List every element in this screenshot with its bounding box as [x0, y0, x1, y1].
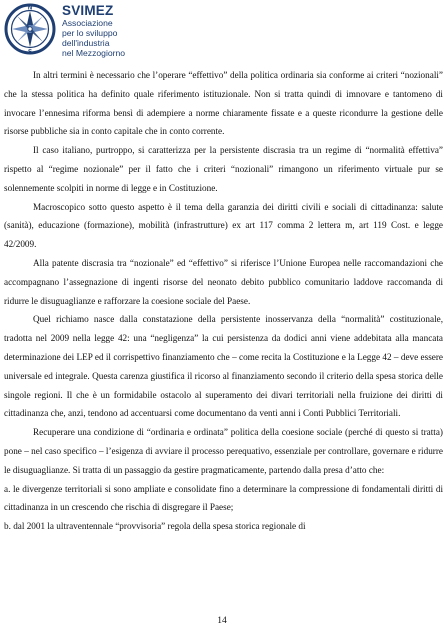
paragraph: Recuperare una condizione di “ordinaria e ordinata” politica della coesione sociale (perché di questo si tratta) pone – nel caso specifico – l’esigenza di avviare il processo perequativo, essenziale per controllare, governare e ridurre le disuguaglianze. Si tratta di un passaggio da gestire pragmaticamente, partendo dalla presa d’atto che:	[4, 427, 443, 475]
paragraph: Il caso italiano, purtroppo, si caratterizza per la persistente discrasia tra un regime di “normalità effettiva” rispetto al “regime nozionale” per il fatto che i criteri “nozionali” rimangono un riferimento virtuale pur se solennemente scolpiti in norme di legge e in Costituzione.	[4, 145, 443, 193]
organization-subtitle-line: per lo sviluppo	[62, 28, 118, 38]
organization-name: SVIMEZ	[62, 3, 114, 18]
organization-subtitle-line: Associazione	[62, 18, 113, 28]
organization-subtitle-line: nel Mezzogiorno	[62, 48, 126, 58]
list-item: a. le divergenze territoriali si sono ampliate e consolidate fino a determinare la compressione di fondamentali diritti di cittadinanza in un crescendo che rischia di disgregare il Paese;	[4, 483, 443, 513]
list-item: b. dal 2001 la ultraventennale “provvisoria” regola della spesa storica regionale di	[4, 521, 306, 532]
letterhead	[4, 3, 164, 58]
organization-subtitle-line: dell'industria	[62, 38, 110, 48]
paragraph: Alla patente discrasia tra “nozionale” ed “effettivo” si riferisce l’Unione Europea nelle raccomandazioni che accompagnano l’assegnazione di ingenti risorse del neonato debito pubblico comunitario laddove raccomanda di ridurre le disuguaglianze e rafforzare la coesione sociale del Paese.	[4, 257, 443, 306]
paragraph: In altri termini è necessario che l’operare “effettivo” della politica ordinaria sia conforme ai criteri “nozionali” che la stessa politica ha definito quale riferimento istituzionale. Non si tratta quindi di imnovare e tantomeno di invocare l’ennesima riforma bensì di adempiere a norme chiaramente fissate e a queste ricondurre la gestione delle risorse pubbliche sia in conto capitale che in conto corrente.	[4, 70, 443, 137]
logo-letter-s: S	[27, 49, 33, 55]
paragraph: Quel richiamo nasce dalla constatazione della persistente inosservanza della “normalità” costituzionale, tradotta nel 2009 nella legge 42: una “negligenza” la cui persistenza da dodici anni viene addebitata alla mancata determinazione dei LEP ed il corrispettivo finanziamento che – come recita la Costituzione e la Legge 42 – deve essere universale ed integrale. Questa carenza giustifica il ricorso al finanziamento secondo il criterio della spesa storica delle singole regioni. Il che è un formidabile ostacolo al superamento dei divari territoriali nella fruizione dei diritti di cittadinanza che, anzi, tendono ad accentuarsi come documentano da venti anni i Conti Pubblici Territoriali.	[4, 314, 443, 419]
page-number: 14	[217, 616, 227, 626]
paragraph: Macroscopico sotto questo aspetto è il tema della garanzia dei diritti civili e sociali di cittadinanza: salute (sanità), educazione (formazione), mobilità (infrastrutture) ex art 117 comma 2 lettera m, art 119 Cost. e legge 42/2009.	[4, 201, 443, 250]
body-text	[4, 66, 443, 536]
organization-subtitle	[62, 18, 125, 58]
logo-letter-n: N	[27, 5, 33, 12]
compass-rose-icon	[4, 3, 56, 55]
